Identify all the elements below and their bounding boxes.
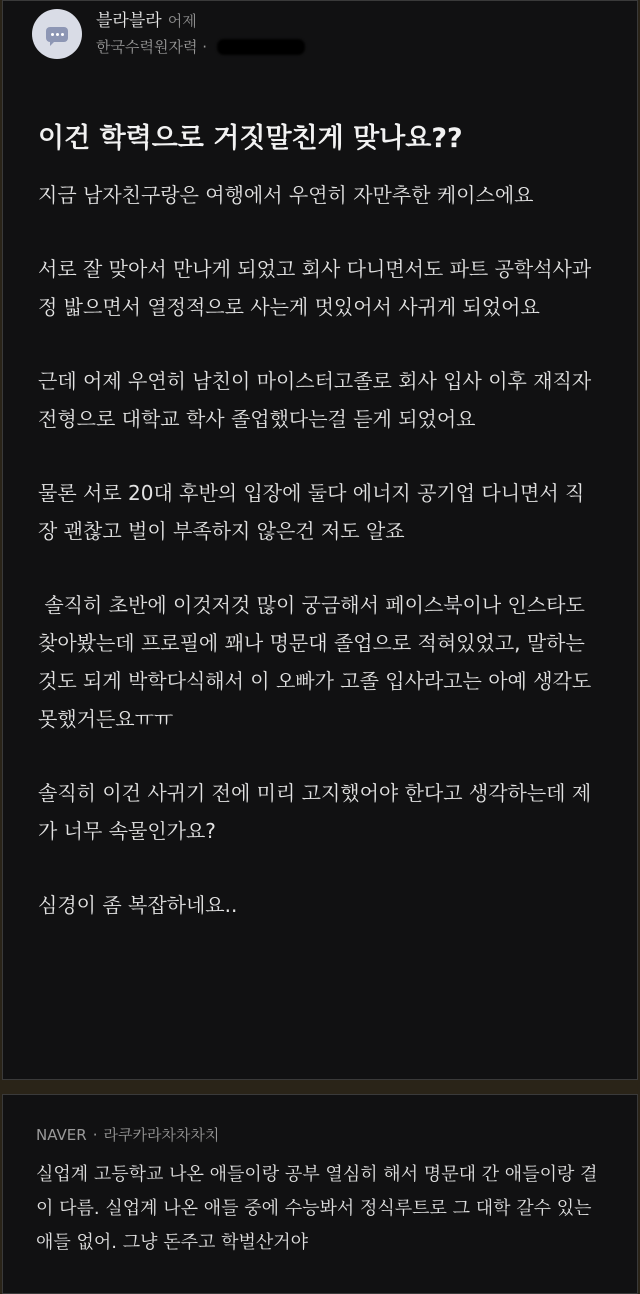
post-header	[32, 6, 305, 62]
post-paragraph: 근데 어제 우연히 남친이 마이스터고졸로 회사 입사 이후 재직자전형으로 대학교 학사 졸업했다는걸 듣게 되었어요	[38, 369, 592, 431]
chat-bubble-icon	[46, 27, 68, 42]
post-paragraph: 서로 잘 맞아서 만나게 되었고 회사 다니면서도 파트 공학석사과정 밟으면서 열정적으로 사는게 멋있어서 사귀게 되었어요	[38, 257, 592, 319]
comment-author[interactable]: 라쿠카라차차차치	[103, 1126, 220, 1144]
post-paragraph: 물론 서로 20대 후반의 입장에 둘다 에너지 공기업 다니면서 직장 괜찮고 벌이 부족하지 않은건 저도 알죠	[38, 481, 585, 543]
comment-text: 실업계 고등학교 나온 애들이랑 공부 열심히 해서 명문대 간 애들이랑 결이 다름. 실업계 나온 애들 중에 수능봐서 정식루트로 그 대학 갈수 있는 애들 없어. 그냥 돈주고 학벌산거야	[36, 1164, 598, 1253]
post-company: 한국수력원자력 ·	[96, 38, 207, 56]
post-paragraph: 솔직히 초반에 이것저것 많이 궁금해서 페이스북이나 인스타도 찾아봤는데 프로필에 꽤나 명문대 졸업으로 적혀있었고, 말하는 것도 되게 박학다식해서 이 오빠가 고졸 입사라고는 아예 생각도 못했거든요ㅠㅠ	[38, 593, 598, 731]
comment-separator: ·	[92, 1126, 98, 1144]
post-paragraph: 솔직히 이건 사귀기 전에 미리 고지했어야 한다고 생각하는데 제가 너무 속물인가요?	[38, 781, 592, 843]
avatar[interactable]	[32, 9, 82, 59]
post-paragraph: 지금 남자친구랑은 여행에서 우연히 자만추한 케이스에요	[38, 183, 534, 207]
post-title: 이건 학력으로 거짓말친게 맞나요??	[38, 123, 463, 154]
post-paragraph: 심경이 좀 복잡하네요..	[38, 893, 238, 917]
comment-meta	[36, 1124, 219, 1145]
post-author[interactable]: 블라블라	[96, 11, 162, 31]
post-meta-line	[96, 10, 305, 32]
post-meta	[96, 10, 305, 58]
comment-source: NAVER	[36, 1126, 87, 1144]
post-body	[38, 176, 598, 960]
post-company-line	[96, 36, 305, 58]
post-time: 어제	[167, 12, 197, 30]
redacted-mark	[217, 39, 305, 55]
